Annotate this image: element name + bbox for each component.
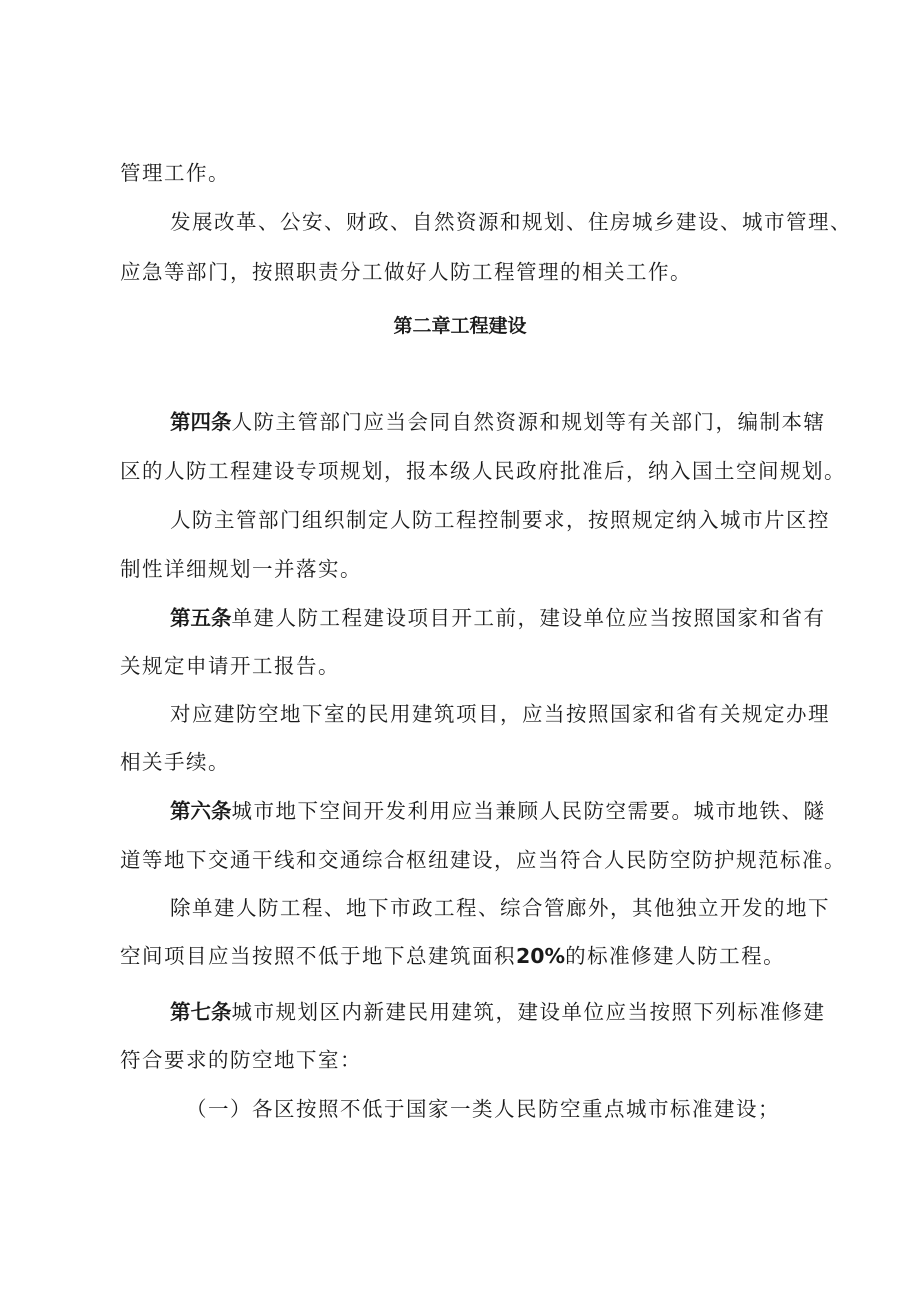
text-line: 管理工作。 — [120, 161, 230, 185]
chapter-heading: 第二章工程建设 — [393, 315, 527, 337]
percentage-value: 20% — [516, 944, 566, 968]
list-item-1 — [186, 1093, 780, 1125]
text-line: 空间项目应当按照不低于地下总建筑面积 — [120, 944, 516, 968]
text-line: 单建人防工程建设项目开工前，建设单位应当按照国家和省有 — [231, 606, 826, 630]
paragraph-underground-line-1 — [170, 892, 830, 924]
article-number: 第五条 — [170, 606, 232, 630]
paragraph-departments-line-1 — [170, 206, 852, 238]
paragraph-control-line-2 — [120, 553, 810, 585]
text-line: 区的人防工程建设专项规划，报本级人民政府批准后，纳入国土空间规划。 — [120, 459, 846, 483]
text-line: 的标准修建人防工程。 — [565, 944, 786, 968]
text-line: 除单建人防工程、地下市政工程、综合管廊外，其他独立开发的地下 — [170, 896, 830, 920]
paragraph-procedures-line-2 — [120, 746, 810, 778]
paragraph-continuation — [120, 157, 810, 189]
paragraph-underground-line-2 — [120, 940, 810, 972]
text-line: 制性详细规划一并落实。 — [120, 557, 362, 581]
article-number: 第六条 — [170, 799, 232, 823]
paragraph-control-line-1 — [170, 504, 830, 536]
article-5-line-2 — [120, 650, 810, 682]
text-line: （一）各区按照不低于国家一类人民防空重点城市标准建设； — [186, 1097, 780, 1121]
paragraph-procedures-line-1 — [170, 698, 830, 730]
article-6-line-2 — [120, 844, 846, 876]
article-7-line-2 — [120, 1044, 810, 1076]
text-line: 对应建防空地下室的民用建筑项目，应当按照国家和省有关规定办理 — [170, 702, 830, 726]
article-5-line-1 — [170, 602, 826, 634]
text-line: 应急等部门，按照职责分工做好人防工程管理的相关工作。 — [120, 260, 692, 284]
text-line: 人防主管部门应当会同自然资源和规划等有关部门，编制本辖 — [231, 410, 826, 434]
article-number: 第七条 — [170, 1000, 232, 1024]
text-line: 人防主管部门组织制定人防工程控制要求，按照规定纳入城市片区控 — [170, 508, 830, 532]
text-line: 相关手续。 — [120, 750, 230, 774]
text-line: 符合要求的防空地下室： — [120, 1048, 362, 1072]
paragraph-departments-line-2 — [120, 256, 810, 288]
article-4-line-1 — [170, 406, 826, 438]
text-line: 关规定申请开工报告。 — [120, 654, 340, 678]
text-line: 发展改革、公安、财政、自然资源和规划、住房城乡建设、城市管理、 — [170, 210, 852, 234]
text-line: 城市规划区内新建民用建筑，建设单位应当按照下列标准修建 — [231, 1000, 826, 1024]
article-number: 第四条 — [170, 410, 232, 434]
article-7-line-1 — [170, 996, 826, 1028]
article-6-line-1 — [170, 795, 826, 827]
text-line: 道等地下交通干线和交通综合枢纽建设，应当符合人民防空防护规范标准。 — [120, 848, 846, 872]
text-line: 城市地下空间开发利用应当兼顾人民防空需要。城市地铁、隧 — [231, 799, 826, 823]
article-4-line-2 — [120, 455, 846, 487]
